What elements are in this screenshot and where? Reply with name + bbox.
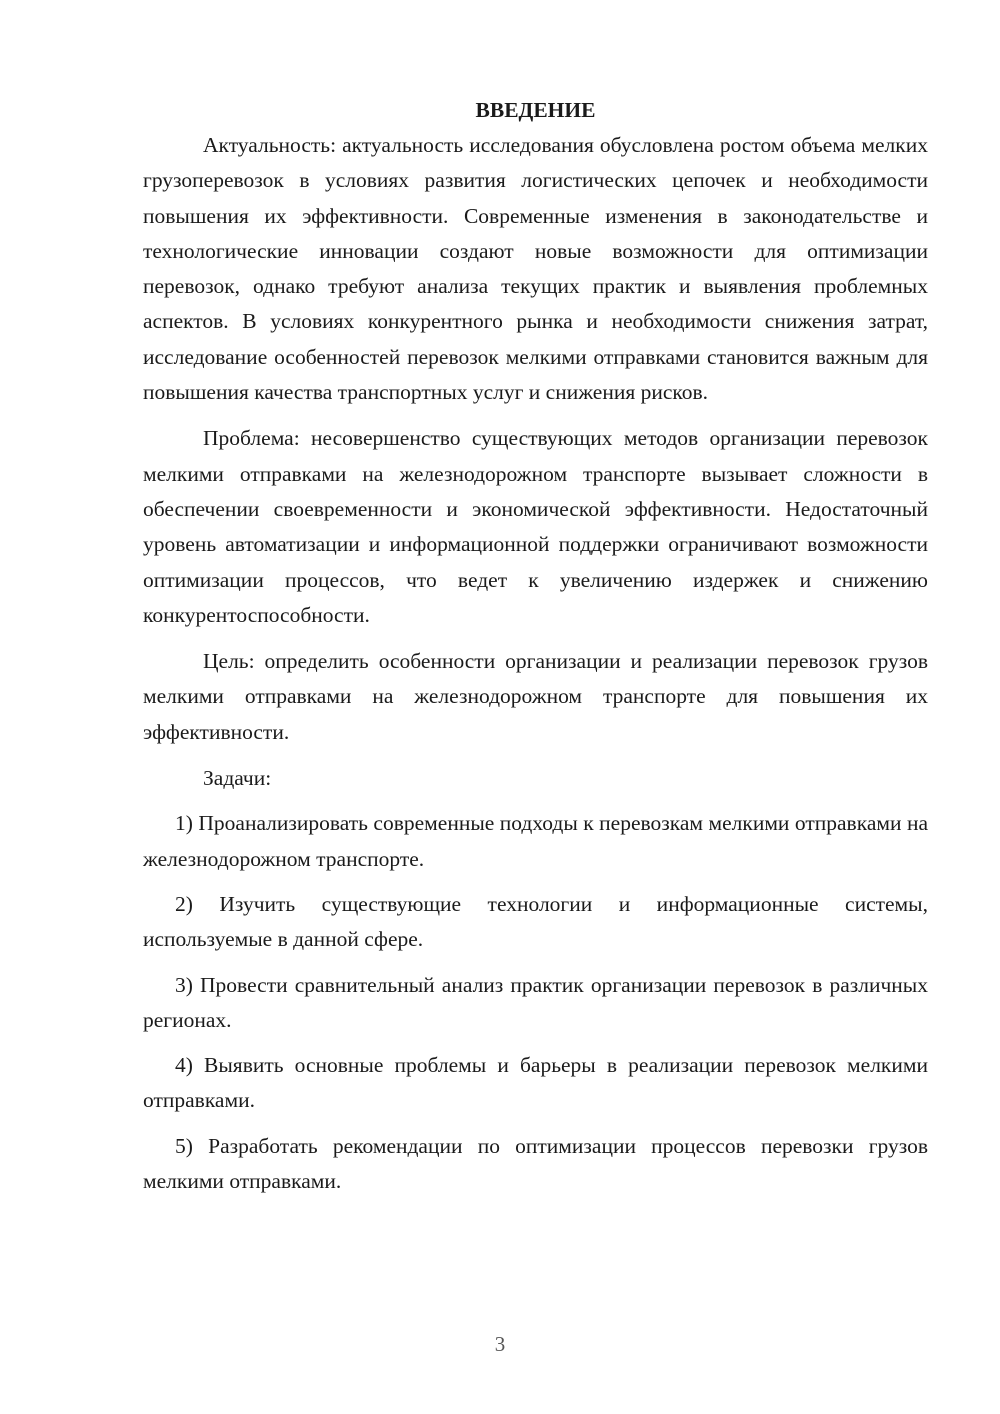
relevance-paragraph: Актуальность: актуальность исследования обусловлена ростом объема мелких грузоперевозок в условиях развития логистических цепочек и необходимости повышения их эффективности. Современные изменения в законодательстве и технологические инновации создают новые возможности для оптимизации перевозок, однако требуют анализа текущих практик и выявления проблемных аспектов. В условиях конкурентного рынка и необходимости снижения затрат, исследование особенностей перевозок мелкими отправками становится важным для повышения качества транспортных услуг и снижения рисков. <box>143 133 928 405</box>
task-item: 5) Разработать рекомендации по оптимизации процессов перевозки грузов мелкими отправками. <box>143 1133 928 1194</box>
task-item: 3) Провести сравнительный анализ практик организации перевозок в различных регионах. <box>143 972 928 1032</box>
section-title: ВВЕДЕНИЕ <box>475 98 596 122</box>
page-content <box>143 93 928 1199</box>
tasks-label: Задачи: <box>203 766 272 791</box>
task-item: 1) Проанализировать современные подходы к перевозкам мелкими отправками на железнодорожном транспорте. <box>143 811 928 871</box>
task-item: 2) Изучить существующие технологии и информационные системы, используемые в данной сфере. <box>143 891 928 952</box>
task-item: 4) Выявить основные проблемы и барьеры в реализации перевозок мелкими отправками. <box>143 1053 928 1113</box>
tasks-list <box>143 806 928 1199</box>
page-number: 3 <box>494 1332 506 1356</box>
problem-paragraph: Проблема: несовершенство существующих методов организации перевозок мелкими отправками на железнодорожном транспорте вызывает сложности в обеспечении своевременности и экономической эффективности. Недостаточный уровень автоматизации и информационной поддержки ограничивают возможности оптимизации процессов, что ведет к увеличению издержек и снижению конкурентоспособности. <box>143 426 928 627</box>
goal-paragraph: Цель: определить особенности организации и реализации перевозок грузов мелкими отправками на железнодорожном транспорте для повышения их эффективности. <box>143 649 928 744</box>
